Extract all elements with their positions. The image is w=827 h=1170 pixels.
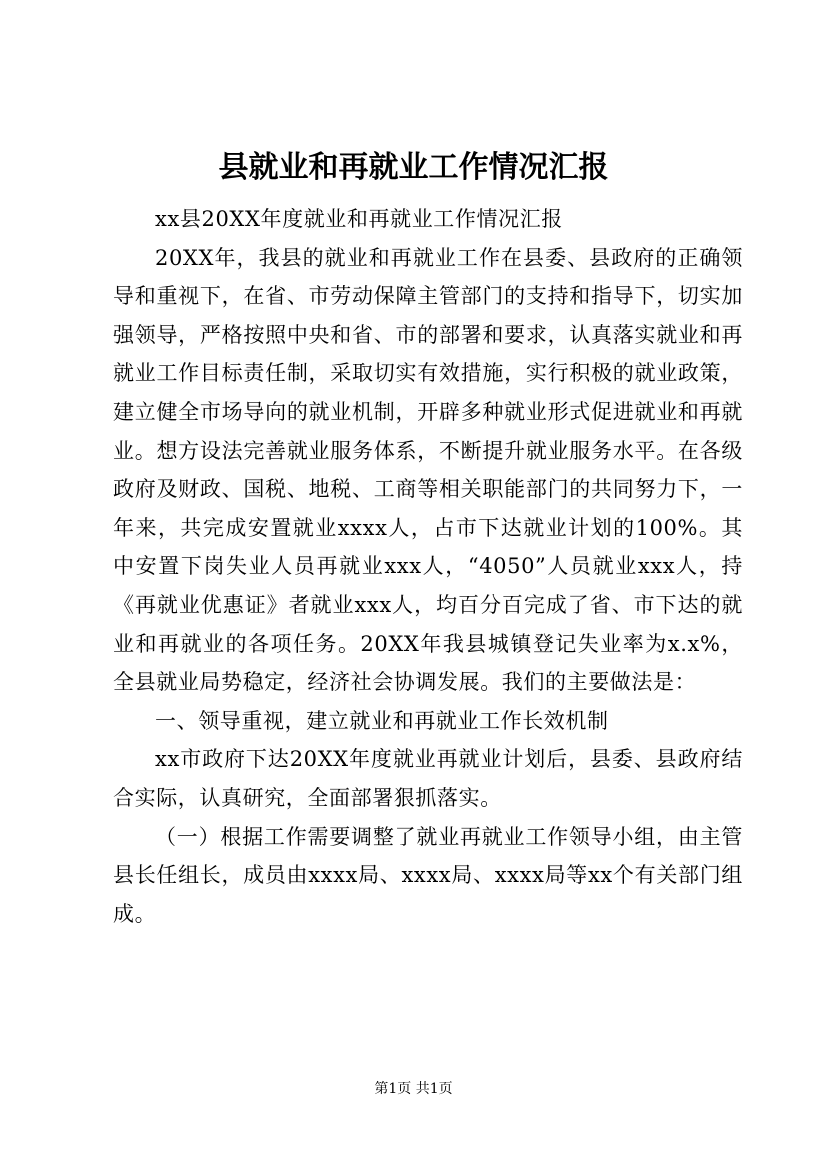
document-title: 县就业和再就业工作情况汇报	[218, 150, 609, 185]
paragraph-subsection-1: （一）根据工作需要调整了就业再就业工作领导小组，由主管县长任组长，成员由xxxx局、xxxx局、xxxx局等xx个有关部门组成。	[113, 824, 743, 926]
page-footer: 第1页 共1页	[374, 1081, 453, 1097]
section-heading-1: 一、领导重视，建立就业和再就业工作长效机制	[155, 708, 609, 733]
document-body	[113, 200, 743, 933]
paragraph-overview: 20XX年，我县的就业和再就业工作在县委、县政府的正确领导和重视下，在省、市劳动保障主管部门的支持和指导下，切实加强领导，严格按照中央和省、市的部署和要求，认真落实就业和再就业工作目标责任制，采取切实有效措施，实行积极的就业政策，建立健全市场导向的就业机制，开辟多种就业形式促进就业和再就业。想方设法完善就业服务体系，不断提升就业服务水平。在各级政府及财政、国税、地税、工商等相关职能部门的共同努力下，一年来，共完成安置就业xxxx人，占市下达就业计划的100%。其中安置下岗失业人员再就业xxx人，“4050”人员就业xxx人，持《再就业优惠证》者就业xxx人，均百分百完成了省、市下达的就业和再就业的各项任务。20XX年我县城镇登记失业率为x.x%，全县就业局势稳定，经济社会协调发展。我们的主要做法是：	[113, 245, 743, 695]
report-subtitle: xx县20XX年度就业和再就业工作情况汇报	[155, 207, 563, 231]
paragraph-section-1: xx市政府下达20XX年度就业再就业计划后，县委、县政府结合实际，认真研究，全面部署狠抓落实。	[113, 747, 743, 810]
